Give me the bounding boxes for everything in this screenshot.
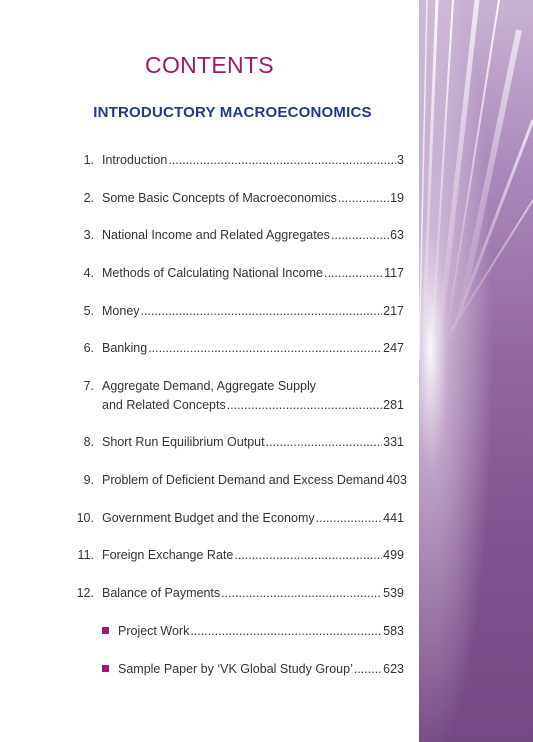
dot-leader [221,583,382,603]
entry-number: 3. [83,228,94,242]
entry-title-line1: Aggregate Demand, Aggregate Supply [102,379,317,393]
entry-page: 499 [383,548,404,562]
toc-entry[interactable] [0,188,404,208]
entry-page: 539 [383,586,404,600]
page-title: CONTENTS [145,52,274,78]
dot-leader [190,621,382,641]
dot-leader [141,301,383,321]
entry-title: Money [102,304,140,318]
entry-title: Sample Paper by ‘VK Global Study Group’ [118,662,353,676]
light-streaks-graphic [419,0,533,742]
entry-title: National Income and Related Aggregates [102,228,330,242]
dot-leader [227,395,382,415]
entry-title: Methods of Calculating National Income [102,266,323,280]
entry-page: 63 [390,228,404,242]
entry-page: 217 [383,304,404,318]
entry-page: 331 [383,435,404,449]
section-heading: INTRODUCTORY MACROECONOMICS [93,104,372,121]
toc-entry[interactable] [0,338,404,358]
dot-leader [324,263,383,283]
entry-title: Balance of Payments [102,586,221,600]
entry-number: 7. [83,379,94,393]
entry-number: 12. [76,586,94,600]
entry-number: 9. [83,473,94,487]
toc-entry[interactable] [0,150,404,170]
entry-title: Government Budget and the Economy [102,511,315,525]
entry-number: 11. [77,548,94,562]
dot-leader [266,432,383,452]
entry-page: 441 [383,511,404,525]
entry-title: and Related Concepts [102,398,226,412]
entry-number: 1. [83,153,94,167]
decorative-side-panel [419,0,533,742]
dot-leader [168,150,396,170]
toc-entry[interactable] [0,301,404,321]
entry-number: 4. [83,266,94,280]
toc-entry[interactable] [0,225,404,245]
toc-bullet-entry[interactable] [0,621,404,641]
entry-number: 5. [83,304,94,318]
dot-leader [316,508,383,528]
entry-title: Introduction [102,153,168,167]
entry-page: 583 [383,624,404,638]
entry-title: Problem of Deficient Demand and Excess Demand [102,473,385,487]
toc-bullet-entry[interactable] [0,659,404,679]
entry-title: Banking [102,341,148,355]
entry-title: Short Run Equilibrium Output [102,435,265,449]
dot-leader [331,225,389,245]
entry-page: 117 [384,266,404,280]
entry-number: 10. [76,511,94,525]
entry-title: Project Work [118,624,190,638]
entry-page: 623 [383,662,404,676]
dot-leader [234,545,382,565]
toc-entry[interactable] [0,470,407,490]
entry-title: Foreign Exchange Rate [102,548,234,562]
entry-page: 247 [383,341,404,355]
entry-number: 8. [83,435,94,449]
entry-page: 19 [390,191,404,205]
entry-title: Some Basic Concepts of Macroeconomics [102,191,337,205]
dot-leader [148,338,382,358]
toc-entry[interactable] [0,395,404,415]
toc-entry[interactable] [0,545,404,565]
entry-number: 2. [83,191,94,205]
toc-entry[interactable] [0,432,404,452]
entry-number: 6. [83,341,94,355]
dot-leader [354,659,382,679]
entry-page: 281 [383,398,404,412]
toc-entry[interactable] [0,508,404,528]
dot-leader [338,188,389,208]
entry-page: 3 [397,153,404,167]
entry-page: 403 [386,473,407,487]
toc-entry[interactable] [0,583,404,603]
square-bullet-icon [102,627,109,634]
toc-entry-continued[interactable] [0,376,404,396]
toc-entry[interactable] [0,263,404,283]
square-bullet-icon [102,665,109,672]
